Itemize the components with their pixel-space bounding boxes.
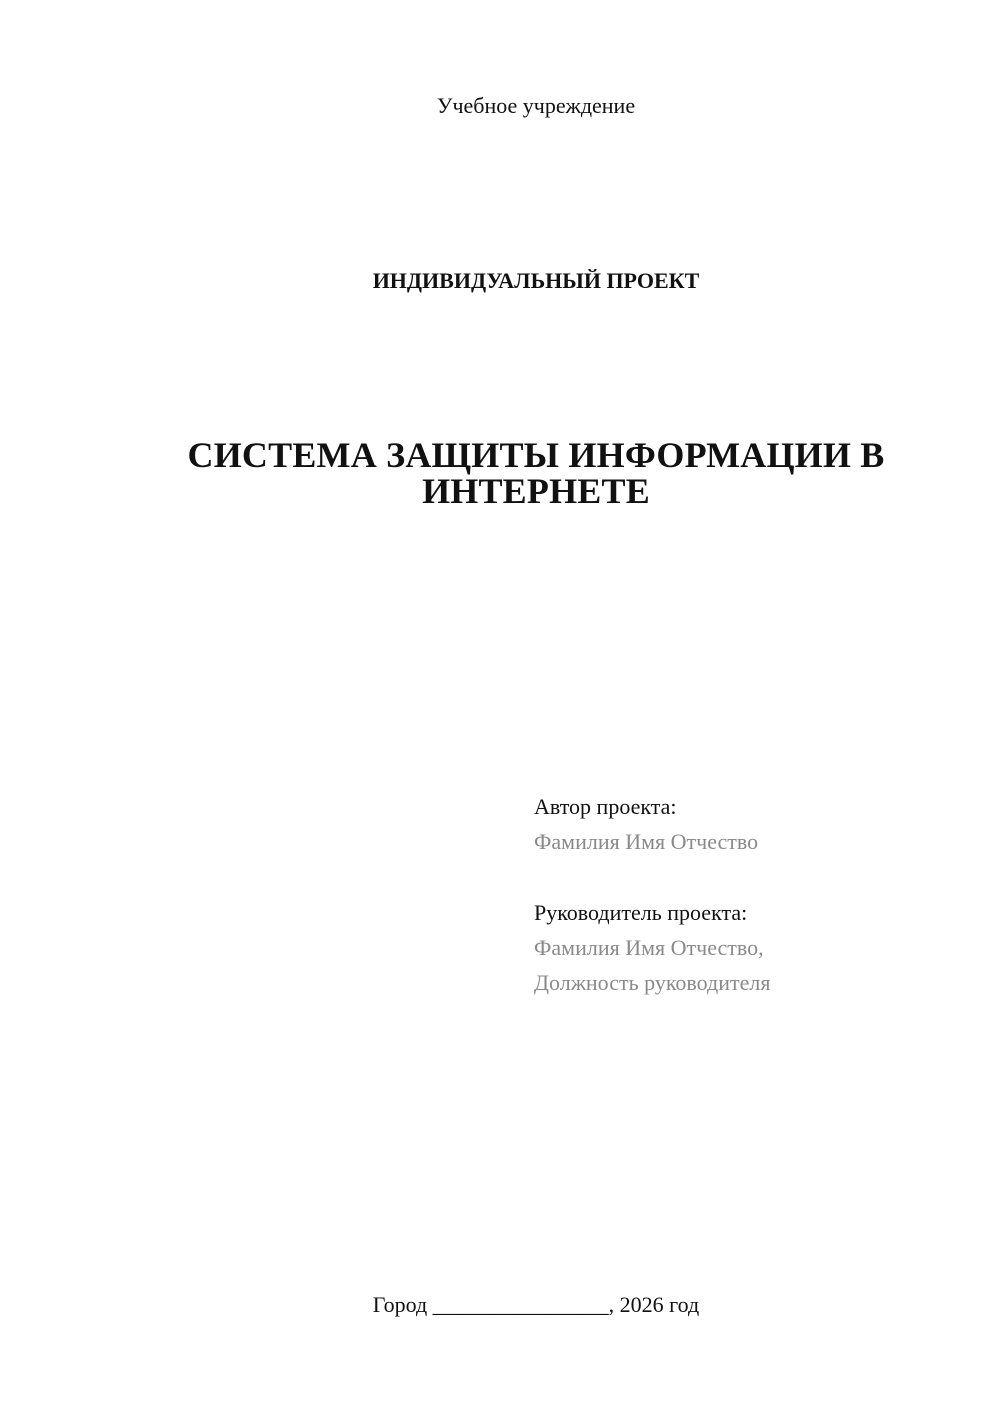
credits-spacer — [534, 859, 974, 895]
project-title: СИСТЕМА ЗАЩИТЫ ИНФОРМАЦИИ В ИНТЕРНЕТЕ — [187, 435, 885, 511]
supervisor-label: Руководитель проекта: — [534, 900, 748, 925]
institution-name: Учебное учреждение — [436, 93, 636, 118]
supervisor-name: Фамилия Имя Отчество, — [534, 935, 764, 960]
author-name: Фамилия Имя Отчество — [534, 829, 759, 854]
supervisor-position: Должность руководителя — [534, 970, 771, 995]
project-type-heading: ИНДИВИДУАЛЬНЫЙ ПРОЕКТ — [372, 268, 700, 293]
credits-block — [534, 789, 974, 1000]
author-label: Автор проекта: — [534, 794, 677, 819]
city-year-line: Город ________________, 2026 год — [372, 1292, 700, 1317]
